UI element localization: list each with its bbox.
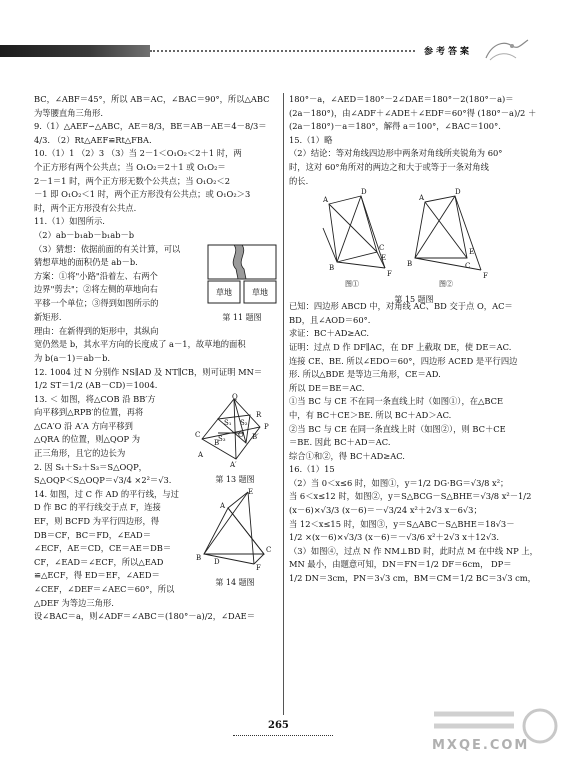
q15-label-f2: F bbox=[483, 272, 488, 281]
q13-diagram bbox=[194, 393, 276, 469]
q14-label-d: D bbox=[214, 557, 220, 566]
q11-rest-line: 宽仍然是 b，其水平方向的长度成了 a－1，故草地的面积 bbox=[34, 339, 246, 350]
q14-caption: 第 14 题图 bbox=[215, 578, 255, 588]
header-ornament-icon bbox=[482, 36, 530, 66]
q14-text-line: DB＝CF，BC＝FD，∠EAD＝ bbox=[34, 529, 151, 540]
left-top-line: 2－1＝1 时，两个正方形无数个公共点；当 O₁O₂＜2 bbox=[34, 175, 230, 186]
left-top-lines bbox=[34, 93, 279, 243]
q15-label-a1: A bbox=[323, 196, 329, 205]
q11-fig-left-label: 草地 bbox=[216, 287, 232, 297]
q14-diagram bbox=[194, 488, 276, 572]
q14-text-line: ∠CEF，∠DEF＝∠AEC＝60°，所以 bbox=[34, 584, 175, 594]
left-column bbox=[34, 93, 279, 624]
q15-proof-line: 求证：BC＋AD≥AC. bbox=[289, 328, 370, 339]
q13-label-bprime: B′ bbox=[252, 432, 259, 441]
q15-proof-line: ＝BE. 因此 BC＋AD＝AC. bbox=[289, 437, 391, 448]
q15-proof-line: ①当 BC 与 CE 不在同一条直线上时（如图①），在△BCE bbox=[289, 396, 504, 407]
q13-text-line: S△OQP＜S△OQP＝√3/4 ×2²＝√3. bbox=[34, 475, 172, 486]
q14-text bbox=[34, 488, 194, 610]
q16-line: 当 12＜x≤15 时，如图③，y＝S△ABC－S△BHE＝18√3－ bbox=[289, 518, 515, 529]
q14-text-line: 14. 如图，过 C 作 AD 的平行线，与过 bbox=[34, 488, 179, 499]
q16-line: （3）如图④，过点 N 作 NM⊥BD 时，此时点 M 在中线 NP 上， bbox=[289, 545, 538, 556]
q12 bbox=[34, 366, 279, 393]
q15-proof-line: 中，有 BC＋CE＞BE. 所以 BC＋AD＞AC. bbox=[289, 409, 452, 420]
q15-label-e1: E bbox=[381, 254, 387, 263]
q12-line: 12. 1004 过 N 分别作 NS∥AD 及 NT∥CB，则可证明 MN＝ bbox=[34, 366, 263, 377]
q15-label-a2: A bbox=[419, 194, 425, 203]
left-top-line: （2）ab－b₁ab－b₁ab－b bbox=[34, 229, 135, 240]
left-top-line: BC，∠ABF＝45°，所以 AB＝AC，∠BAC＝90°，所以△ABC bbox=[34, 94, 270, 104]
q14-figure bbox=[194, 488, 276, 610]
header-title: 参考答案 bbox=[424, 47, 473, 57]
q15-label-d1: D bbox=[361, 188, 367, 197]
q14-text-line: ∠ECF，AE＝CD，CE＝AE＝DB＝ bbox=[34, 543, 172, 554]
q14-label-a: A bbox=[220, 501, 226, 510]
q13-label-s2: S₂ bbox=[240, 418, 248, 427]
q15-label-e2: E bbox=[469, 248, 475, 257]
q11-text bbox=[34, 243, 202, 325]
page-number: 265 bbox=[268, 720, 289, 731]
q11-text-line: 猜想草地的面积仍是 ab－b. bbox=[34, 257, 138, 268]
q13-label-q: Q bbox=[232, 392, 238, 401]
q15-label-f1: F bbox=[387, 270, 392, 279]
q15-sub2: 图② bbox=[439, 280, 453, 289]
q15-proof-line: 形. 所以△BDE 是等边三角形，CE＝AD. bbox=[289, 369, 441, 380]
q13-label-a: A bbox=[198, 450, 204, 459]
q11-text-line: （3）猜想：依据前面的有关计算，可以 bbox=[34, 243, 181, 254]
right-column bbox=[289, 93, 539, 586]
q13-label-c: C bbox=[195, 430, 201, 439]
left-top-line: 10.（1）1 （2）3 （3）当 2－1＜O₁O₂＜2＋1 时，两 bbox=[34, 148, 242, 159]
q13-label-s3: S₃ bbox=[218, 434, 226, 443]
q13-label-b: B bbox=[214, 438, 220, 447]
q14-text-line: D 作 BC 的平行线交于点 F，连接 bbox=[34, 502, 161, 513]
q15-diagram bbox=[289, 188, 539, 288]
q15-proof-line: 所以 DE＝BE＝AC. bbox=[289, 382, 365, 393]
q13-caption: 第 13 题图 bbox=[215, 475, 255, 485]
q11-figure bbox=[206, 243, 278, 325]
q12-line: 1/2 ST＝1/2 (AB－CD)＝1004. bbox=[34, 380, 158, 391]
q15-proof-line: 已知：四边形 ABCD 中，对角线 AC、BD 交于点 O，AC＝ bbox=[289, 301, 513, 312]
q13-text-line: 正三角形，且它的边长为 bbox=[34, 448, 126, 459]
q16-line: （2）当 0＜x≤6 时，如图①，y＝1/2 DG·BG＝√3/8 x²； bbox=[289, 477, 509, 488]
q15-intro-line: 的长. bbox=[289, 175, 309, 186]
q11-text-line: 边界"剪去"；②将左侧的草地向右 bbox=[34, 284, 158, 295]
q15-label-b2: B bbox=[407, 260, 413, 269]
q15-intro-line: 15.（1）略 bbox=[289, 134, 333, 145]
q15-intro bbox=[289, 134, 539, 188]
q11-rest-line: 为 b(a－1)＝ab－b. bbox=[34, 352, 111, 363]
q14-label-f: F bbox=[256, 563, 261, 572]
header-dotted-rule bbox=[150, 50, 415, 52]
q15-label-d2: D bbox=[455, 188, 461, 197]
q13-label-s1: S₁ bbox=[224, 418, 232, 427]
q13-text bbox=[34, 393, 194, 488]
q13-label-aprime: A′ bbox=[230, 460, 237, 469]
q14-text-line: EF，则 BCFD 为平行四边形，得 bbox=[34, 516, 160, 527]
q15-figure bbox=[289, 188, 539, 304]
q13-text-line: △CA′O 沿 A′A 方向平移到 bbox=[34, 420, 133, 431]
q13-label-o: O bbox=[238, 430, 244, 439]
q15-proof bbox=[289, 300, 539, 463]
q14-label-b: B bbox=[196, 553, 202, 562]
left-top-line: 9.（1）△AEF∽△ABC，AE＝8/3，BE＝AB－AE＝4－8/3＝ bbox=[34, 121, 267, 132]
left-top-line: 个正方形有两个公共点；当 O₁O₂＝2＋1 或 O₁O₂＝ bbox=[34, 161, 226, 172]
q11-text-line: 平移一个单位；③得到如图所示的 bbox=[34, 297, 159, 308]
q16-line: 当 6＜x≤12 时，如图②，y＝S△BCG－S△BHE＝√3/8 x²－1/2 bbox=[289, 491, 532, 502]
right-top-lines bbox=[289, 93, 539, 134]
q16-line: (x－6)×√3/3 (x－6)＝－√3/24 x²＋2√3 x－6√3； bbox=[289, 505, 482, 516]
q15-intro-line: （2）结论：等对角线四边形中两条对角线所夹锐角为 60° bbox=[289, 148, 503, 159]
q13-block bbox=[34, 393, 279, 488]
watermark-text: MXQE.COM bbox=[432, 738, 530, 753]
q11-text-line: 新矩形. bbox=[34, 311, 62, 322]
q15-proof-line: 综合①和②，得 BC＋AD≥AC. bbox=[289, 450, 405, 461]
left-top-line: 时，两个正方形没有公共点. bbox=[34, 202, 137, 213]
q15-proof-line: BD，且∠AOD＝60°. bbox=[289, 314, 371, 325]
left-top-line: －1 即 O₁O₂＜1 时，两个正方形没有公共点；或 O₁O₂＞3 bbox=[34, 189, 251, 200]
q15-proof-line: 证明：过点 D 作 DF∥AC，在 DF 上截取 DE，使 DE＝AC. bbox=[289, 341, 512, 352]
q14-label-c: C bbox=[266, 545, 272, 554]
q16-line: MN 最小，由题意可知，DN＝FN＝1/2 DF＝6cm， DP＝ bbox=[289, 559, 512, 570]
right-top-line: (2a－180°)－a＝180°，解得 a＝100°，∠BAC＝100°. bbox=[289, 121, 501, 132]
left-top-line: 11.（1）如图所示. bbox=[34, 216, 105, 227]
column-divider bbox=[283, 93, 284, 715]
q14-label-e: E bbox=[248, 487, 254, 496]
q11-diagram bbox=[206, 243, 278, 307]
q13-text-line: 2. 因 S₁＋S₂＋S₃＝S△OQP， bbox=[34, 461, 147, 472]
q13-text-line: △QRA 的位置，则△QOP 为 bbox=[34, 434, 141, 445]
q16-line: 1/2 DN＝3cm，PN＝3√3 cm，BM＝CM＝1/2 BC＝3√3 cm， bbox=[289, 573, 536, 584]
q11-rest bbox=[34, 325, 279, 366]
q11-caption: 第 11 题图 bbox=[222, 313, 262, 323]
q15-label-b1: B bbox=[329, 264, 335, 273]
q14-text-line: △DEF 为等边三角形. bbox=[34, 597, 114, 608]
q13-text-line: 13. ＜ 如图，将△COB 沿 BB′方 bbox=[34, 393, 156, 404]
q15-label-c2: C bbox=[465, 262, 471, 271]
q13-label-r: R bbox=[256, 410, 262, 419]
q13-label-p: P bbox=[264, 422, 269, 431]
q15-sub1: 图① bbox=[345, 280, 359, 289]
q15-caption: 第 15 题图 bbox=[394, 294, 434, 304]
q11-block bbox=[34, 243, 279, 325]
q11-rest-line: 理由：在新得到的矩形中，其纵向 bbox=[34, 325, 159, 336]
right-top-line: (2a－180°)，由∠ADF＋∠ADE＋∠EDF＝60°得 (180°－a)/2 ＋ bbox=[289, 107, 537, 118]
right-top-line: 180°－a，∠AED＝180°－2∠DAE＝180°－2(180°－a)＝ bbox=[289, 94, 514, 104]
q14-text-line: CF，∠EAD＝∠ECF，所以△EAD bbox=[34, 556, 164, 567]
q14-last-line: 设∠BAC＝a，则∠ADF＝∠ABC＝(180°－a)/2，∠DAE＝ bbox=[34, 611, 256, 622]
q16-line: 16.（1）15 bbox=[289, 464, 335, 475]
left-top-line: 4/3. （2）Rt△AEF≌Rt△FBA. bbox=[34, 134, 152, 145]
q15-proof-line: ②当 BC 与 CE 在同一条直线上时（如图②），则 BC＋CE bbox=[289, 423, 506, 434]
q15-intro-line: 时，这对 60°角所对的两边之和大于或等于一条对角线 bbox=[289, 161, 489, 172]
q11-text-line: 方案：①将"小路"沿着左、右两个 bbox=[34, 270, 158, 281]
page-number-rule bbox=[233, 735, 333, 736]
left-top-line: 为等腰直角三角形. bbox=[34, 107, 104, 118]
header-bar bbox=[0, 45, 150, 57]
page-header bbox=[0, 36, 563, 66]
q15-label-c1: C bbox=[379, 244, 385, 253]
q14-block bbox=[34, 488, 279, 610]
q14-text-line: ≌△ECF，得 ED＝EF，∠AED＝ bbox=[34, 570, 160, 581]
q13-text-line: 向平移到△RPB′的位置，再将 bbox=[34, 407, 144, 418]
q11-fig-right-label: 草地 bbox=[252, 287, 268, 297]
q16-line: 1/2 ×(x－6)×√3/3 (x－6)＝－√3/6 x²＋2√3 x＋12√3. bbox=[289, 532, 500, 543]
q13-figure bbox=[194, 393, 276, 488]
q15-proof-line: 连接 CE、BE. 所以∠EDO＝60°，四边形 ACED 是平行四边 bbox=[289, 355, 518, 366]
q16 bbox=[289, 463, 539, 585]
